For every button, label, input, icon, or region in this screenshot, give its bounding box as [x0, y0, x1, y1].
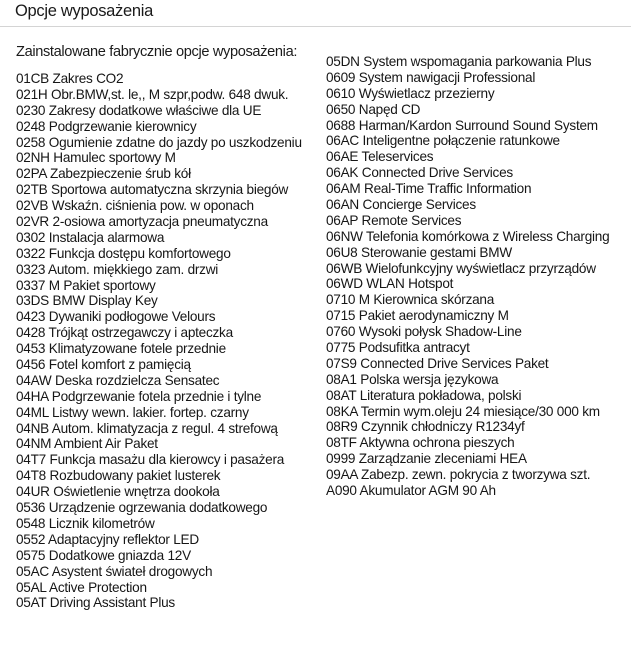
option-item: 04T8 Rozbudowany pakiet lusterek	[16, 468, 221, 484]
option-item: 0548 Licznik kilometrów	[16, 515, 155, 531]
option-item: 09AA Zabezp. zewn. pokrycia z tworzywa szt.	[326, 467, 591, 483]
option-item: 0337 M Pakiet sportowy	[16, 277, 156, 293]
option-item: 06NW Telefonia komórkowa z Wireless Charging	[326, 228, 610, 244]
option-item: 04NM Ambient Air Paket	[16, 436, 158, 452]
option-item: 06U8 Sterowanie gestami BMW	[326, 244, 512, 260]
option-item: 0999 Zarządzanie zleceniami HEA	[326, 451, 527, 467]
option-item: 05AL Active Protection	[16, 579, 147, 595]
title-divider	[0, 26, 631, 27]
options-column-right	[326, 54, 626, 499]
option-item: 0710 M Kierownica skórzana	[326, 292, 495, 308]
option-item: 03DS BMW Display Key	[16, 293, 158, 309]
option-item: 02PA Zabezpieczenie śrub kół	[16, 166, 191, 182]
option-item: 0423 Dywaniki podłogowe Velours	[16, 309, 216, 325]
option-item: 0323 Autom. miękkiego zam. drzwi	[16, 261, 219, 277]
options-column-left	[16, 44, 321, 611]
option-item: 06WB Wielofunkcyjny wyświetlacz przyrządów	[326, 260, 596, 276]
option-item: 06AC Inteligentne połączenie ratunkowe	[326, 133, 560, 149]
option-item: 0248 Podgrzewanie kierownicy	[16, 118, 197, 134]
option-item: 04UR Oświetlenie wnętrza dookoła	[16, 484, 220, 500]
option-item: 08KA Termin wym.oleju 24 miesiące/30 000 km	[326, 403, 600, 419]
option-item: 04T7 Funkcja masażu dla kierowcy i pasażera	[16, 452, 285, 468]
option-item: 04AW Deska rozdzielcza Sensatec	[16, 372, 220, 388]
option-item: 0575 Dodatkowe gniazda 12V	[16, 547, 191, 563]
option-item: 0715 Pakiet aerodynamiczny M	[326, 308, 509, 324]
option-item: 08A1 Polska wersja językowa	[326, 371, 499, 387]
option-item: 04HA Podgrzewanie fotela przednie i tylne	[16, 388, 262, 404]
option-item: 06AK Connected Drive Services	[326, 165, 513, 181]
option-item: 0760 Wysoki połysk Shadow-Line	[326, 324, 522, 340]
option-item: 0456 Fotel komfort z pamięcią	[16, 357, 191, 373]
option-item: 05DN System wspomagania parkowania Plus	[326, 54, 592, 69]
option-item: 06AE Teleservices	[326, 149, 434, 165]
page-title: Opcje wyposażenia	[15, 2, 153, 20]
option-item: 07S9 Connected Drive Services Paket	[326, 355, 549, 371]
option-item: 021H Obr.BMW,st. le,, M szpr,podw. 648 dwuk.	[16, 86, 289, 102]
option-item: 0688 Harman/Kardon Surround Sound System	[326, 117, 598, 133]
option-item: 0552 Adaptacyjny reflektor LED	[16, 531, 199, 547]
option-item: 0302 Instalacja alarmowa	[16, 229, 165, 245]
section-heading: Zainstalowane fabrycznie opcje wyposażenia:	[16, 44, 298, 60]
option-item: 02NH Hamulec sportowy M	[16, 150, 176, 166]
option-item: 06AM Real-Time Traffic Information	[326, 181, 532, 197]
option-item: 0453 Klimatyzowane fotele przednie	[16, 341, 226, 357]
option-item: 0650 Napęd CD	[326, 101, 421, 117]
option-item: 0610 Wyświetlacz przezierny	[326, 85, 495, 101]
option-item: 05AC Asystent świateł drogowych	[16, 563, 213, 579]
option-item: 06AN Concierge Services	[326, 197, 476, 213]
option-item: 08AT Literatura pokładowa, polski	[326, 387, 522, 403]
option-item: 02TB Sportowa automatyczna skrzynia biegów	[16, 182, 289, 198]
option-item: 04ML Listwy wewn. lakier. fortep. czarny	[16, 404, 249, 420]
option-item: 0609 System nawigacji Professional	[326, 69, 536, 85]
option-item: 02VR 2-osiowa amortyzacja pneumatyczna	[16, 214, 268, 230]
option-item: 01CB Zakres CO2	[16, 71, 124, 86]
option-item: 0258 Ogumienie zdatne do jazdy po uszkodzeniu	[16, 134, 302, 150]
option-item: 02VB Wskaźn. ciśnienia pow. w oponach	[16, 198, 254, 214]
option-item: 06WD WLAN Hotspot	[326, 276, 454, 292]
option-item: 0322 Funkcja dostępu komfortowego	[16, 245, 231, 261]
option-item: A090 Akumulator AGM 90 Ah	[326, 483, 496, 499]
options-list-left	[16, 71, 321, 611]
option-item: 08R9 Czynnik chłodniczy R1234yf	[326, 419, 525, 435]
option-item: 0536 Urządzenie ogrzewania dodatkowego	[16, 500, 268, 516]
option-item: 06AP Remote Services	[326, 212, 462, 228]
option-item: 0230 Zakresy dodatkowe właściwe dla UE	[16, 102, 262, 118]
option-item: 08TF Aktywna ochrona pieszych	[326, 435, 515, 451]
option-item: 0428 Trójkąt ostrzegawczy i apteczka	[16, 325, 233, 341]
option-item: 05AT Driving Assistant Plus	[16, 595, 175, 611]
options-list-right	[326, 54, 626, 499]
option-item: 04NB Autom. klimatyzacja z regul. 4 strefową	[16, 420, 278, 436]
option-item: 0775 Podsufitka antracyt	[326, 340, 470, 356]
